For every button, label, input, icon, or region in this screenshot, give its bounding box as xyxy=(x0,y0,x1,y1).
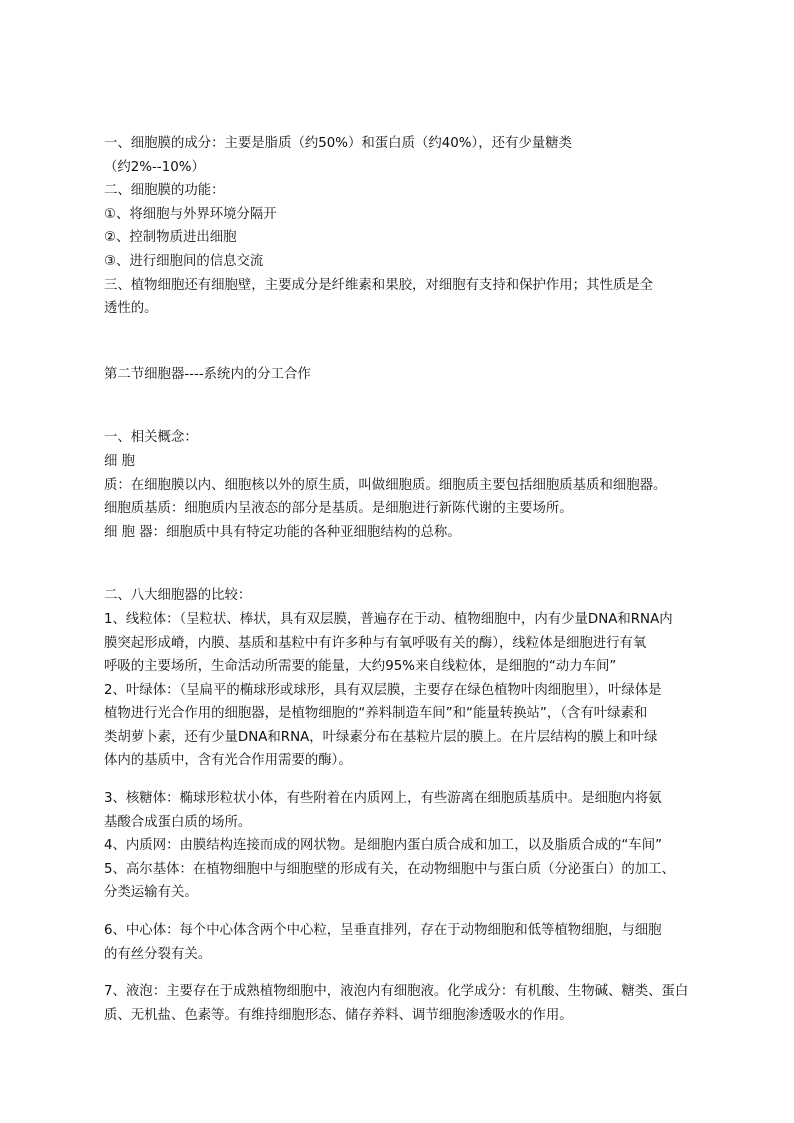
paragraph-line: 4、内质网：由膜结构连接而成的网状物。是细胞内蛋白质合成和加工，以及脂质合成的“车间” xyxy=(104,838,663,854)
definition-line: 细 胞 器：细胞质中具有特定功能的各种亚细胞结构的总称。 xyxy=(104,524,461,540)
paragraph-line: 的有丝分裂有关。 xyxy=(104,946,212,962)
paragraph-line: 2、叶绿体：（呈扁平的椭球形或球形，具有双层膜，主要存在绿色植物叶肉细胞里），叶绿体是 xyxy=(104,682,662,698)
cell-membrane-section xyxy=(104,132,696,321)
vacuole-section xyxy=(104,980,696,1027)
paragraph-line: 3、核糖体：椭球形粒状小体，有些附着在内质网上，有些游离在细胞质基质中。是细胞内将氨 xyxy=(104,791,662,807)
list-item: ②、控制物质进出细胞 xyxy=(104,230,237,246)
definition-line: 质：在细胞膜以内、细胞核以外的原生质，叫做细胞质。细胞质主要包括细胞质基质和细胞器。 xyxy=(104,477,667,493)
paragraph-line: 膜突起形成嵴，内膜、基质和基粒中有许多种与有氧呼吸有关的酶），线粒体是细胞进行有氧 xyxy=(104,635,647,651)
paragraph-line: 透性的。 xyxy=(104,301,158,317)
paragraph-line: 一、细胞膜的成分：主要是脂质（约50%）和蛋白质（约40%），还有少量糖类 xyxy=(104,136,572,151)
concepts-section xyxy=(104,426,696,544)
paragraph-line: 6、中心体：每个中心体含两个中心粒，呈垂直排列，存在于动物细胞和低等植物细胞，与细胞 xyxy=(104,923,662,939)
paragraph-line: 7、液泡：主要存在于成熟植物细胞中，液泡内有细胞液。化学成分：有机酸、生物碱、糖类、蛋白 xyxy=(104,984,689,1000)
paragraph-line: 类胡萝卜素，还有少量DNA和RNA，叶绿素分布在基粒片层的膜上。在片层结构的膜上和叶绿 xyxy=(104,729,658,745)
list-item: ③、进行细胞间的信息交流 xyxy=(104,253,264,269)
paragraph-line: 分类运输有关。 xyxy=(104,885,198,901)
paragraph-line: （约2%--10%） xyxy=(104,159,205,175)
list-item: ①、将细胞与外界环境分隔开 xyxy=(104,206,277,222)
paragraph-line: 5、高尔基体：在植物细胞中与细胞壁的形成有关，在动物细胞中与蛋白质（分泌蛋白）的加工、 xyxy=(104,861,675,877)
definition-line: 细胞质基质：细胞质内呈液态的部分是基质。是细胞进行新陈代谢的主要场所。 xyxy=(104,501,573,517)
chapter-title: 第二节细胞器----系统内的分工合作 xyxy=(104,366,311,382)
paragraph-line: 植物进行光合作用的细胞器，是植物细胞的“养料制造车间”和“能量转换站”，（含有叶绿素和 xyxy=(104,706,648,722)
paragraph-line: 体内的基质中，含有光合作用需要的酶）。 xyxy=(104,753,352,769)
paragraph-line: 三、植物细胞还有细胞壁，主要成分是纤维素和果胶，对细胞有支持和保护作用；其性质是全 xyxy=(104,277,654,293)
organelles-comparison-section xyxy=(104,584,696,773)
paragraph-line: 质、无机盐、色素等。有维持细胞形态、储存养料、调节细胞渗透吸水的作用。 xyxy=(104,1007,573,1023)
section-heading: 二、八大细胞器的比较： xyxy=(104,588,252,604)
centrosome-section xyxy=(104,919,696,966)
paragraph-line: 呼吸的主要场所，生命活动所需要的能量，大约95%来自线粒体，是细胞的“动力车间” xyxy=(104,659,617,675)
paragraph-line: 1、线粒体：（呈粒状、棒状，具有双层膜，普遍存在于动、植物细胞中，内有少量DNA和RNA内 xyxy=(104,611,673,627)
document-page xyxy=(104,132,696,1027)
ribosome-er-golgi-section xyxy=(104,787,696,905)
paragraph-line: 基酸合成蛋白质的场所。 xyxy=(104,814,252,830)
section-heading: 一、相关概念： xyxy=(104,430,198,446)
term-label: 细 胞 xyxy=(104,453,136,469)
section-heading: 二、细胞膜的功能： xyxy=(104,183,225,199)
